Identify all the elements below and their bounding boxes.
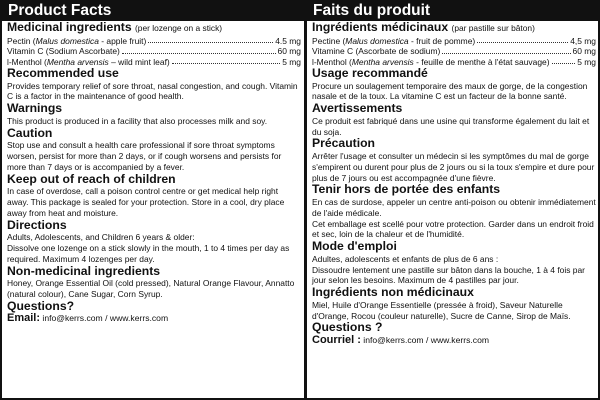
ingredient-name-rest: - apple fruit) <box>98 35 147 46</box>
ingredient-row <box>7 46 301 57</box>
medicinal-ingredients-sub-fr: (par pastille sur bâton) <box>451 23 535 33</box>
ingredient-latin: Malus domestica <box>35 35 99 46</box>
email-label-fr: Courriel : <box>312 334 361 346</box>
non-medicinal-text-fr: Miel, Huile d'Orange Essentielle (pressée à froid), Saveur Naturelle d'Orange, Rocou (couleur naturelle), Sucre de Canne, Sirop de Maïs. <box>312 299 571 321</box>
french-title: Faits du produit <box>307 2 600 21</box>
questions-heading: Questions? <box>7 298 75 313</box>
warnings-text-fr: Ce produit est fabriqué dans une usine qui transforme également du lait et du soja. <box>312 115 590 137</box>
caution-heading-fr: Précaution <box>312 136 375 151</box>
keep-out-text2-fr: Cet emballage est scellé pour votre protection. Garder dans un endroit froid et sec, loin de la chaleur et de l'humidité. <box>312 218 594 240</box>
caution-heading: Caution <box>7 125 53 140</box>
medicinal-ingredients-sub: (per lozenge on a stick) <box>135 23 223 33</box>
french-column <box>307 2 600 398</box>
questions-heading-fr: Questions ? <box>312 320 383 335</box>
ingredient-amount: 5 mg <box>577 56 596 67</box>
email-value: info@kerrs.com / www.kerrs.com <box>42 313 169 324</box>
ingredient-name: Pectine ( <box>312 35 346 46</box>
ingredient-amount: 60 mg <box>572 46 596 57</box>
english-column <box>2 2 305 398</box>
contact-line-fr <box>312 335 596 346</box>
directions-heading-fr: Mode d'emploi <box>312 239 397 254</box>
recommended-use-text: Provides temporary relief of sore throat, nasal congestion, and cough. Vitamin C is a factor in the maintenance of good health. <box>7 80 298 102</box>
ingredient-name-rest: – wild mint leaf) <box>108 56 170 67</box>
ingredient-amount: 60 mg <box>277 46 301 57</box>
warnings-text: This product is produced in a facility that also processes milk and soy. <box>7 115 268 126</box>
ingredient-latin: Mentha arvensis <box>46 56 109 67</box>
ingredient-row-fr <box>312 36 596 47</box>
leader-dots <box>148 36 273 44</box>
recommended-use-heading-fr: Usage recommandé <box>312 66 428 81</box>
contact-line <box>7 313 301 324</box>
keep-out-text: In case of overdose, call a poison control centre or get medical help right away. This package is sealed for your protection. Store in a cool, dry place away from heat and moisture. <box>7 186 285 218</box>
email-value-fr: info@kerrs.com / www.kerrs.com <box>363 335 490 345</box>
medicinal-ingredients-title-fr: Ingrédients médicinaux <box>312 20 449 34</box>
ingredient-name: l-Menthol ( <box>7 56 47 67</box>
leader-dots <box>172 57 281 65</box>
email-label: Email: <box>7 312 41 325</box>
caution-text-fr: Arrêter l'usage et consulter un médecin si les symptômes du mal de gorge s'empirent ou durent pour plus de 2 jours ou si la toux s'empire et dure pour plus de 7 jours ou est accompagnée d'une fièvre. <box>312 151 595 183</box>
ingredient-amount: 4.5 mg <box>275 35 301 46</box>
medicinal-ingredients-title: Medicinal ingredients <box>7 20 132 34</box>
ingredient-name: Vitamin C (Sodium Ascorbate) <box>7 46 120 57</box>
ingredient-name: Vitamine C (Ascorbate de sodium) <box>312 46 441 57</box>
leader-dots <box>442 46 570 54</box>
directions-heading: Directions <box>7 217 67 232</box>
ingredient-name: l-Menthol ( <box>312 56 352 67</box>
ingredient-name-rest: - fruit de pomme) <box>408 35 476 46</box>
leader-dots <box>122 46 276 54</box>
recommended-use-heading: Recommended use <box>7 66 119 81</box>
ingredient-latin: Malus domestica <box>345 35 409 46</box>
recommended-use-text-fr: Procure un soulagement temporaire des maux de gorge, de la congestion nasale et de la toux. La vitamine C est un facteur de la bonne santé. <box>312 80 588 102</box>
medicinal-ingredients-heading <box>7 21 301 36</box>
leader-dots <box>477 36 568 44</box>
leader-dots <box>552 57 576 65</box>
caution-text: Stop use and consult a health care professional if sore throat symptoms worsen, persist for more than 2 days, or if cough worsens and persists for more than 7 days or is accompanied by a fever. <box>7 140 282 172</box>
keep-out-heading: Keep out of reach of children <box>7 171 176 186</box>
non-medicinal-heading-fr: Ingrédients non médicinaux <box>312 285 474 300</box>
ingredient-latin: Mentha arvensis <box>351 56 414 67</box>
warnings-heading-fr: Avertissements <box>312 101 403 116</box>
keep-out-text-fr: En cas de surdose, appeler un centre anti-poison ou obtenir immédiatement de l'aide médicale. <box>312 197 596 218</box>
directions-audience-fr: Adultes, adolescents et enfants de plus de 6 ans : <box>312 253 499 264</box>
non-medicinal-heading: Non-medicinal ingredients <box>7 263 161 278</box>
directions-text-fr: Dissoudre lentement une pastille sur bâton dans la bouche, 1 à 4 fois par jour selon les besoins. Maximum de 4 pastilles par jour. <box>312 264 585 286</box>
ingredient-name-rest: - feuille de menthe à l'état sauvage) <box>413 56 550 67</box>
medicinal-ingredients-heading-fr <box>312 21 596 36</box>
directions-text: Dissolve one lozenge on a stick slowly in the mouth, 1 to 4 times per day as required. Maximum 4 lozenges per day. <box>7 243 290 264</box>
warnings-heading: Warnings <box>7 101 63 116</box>
keep-out-heading-fr: Tenir hors de portée des enfants <box>312 182 501 197</box>
english-title: Product Facts <box>2 2 305 21</box>
ingredient-name: Pectin ( <box>7 35 36 46</box>
non-medicinal-text: Honey, Orange Essential Oil (cold pressed), Natural Orange Flavour, Annatto (natural colour), Cane Sugar, Corn Syrup. <box>7 278 295 300</box>
ingredient-row-fr <box>312 46 596 57</box>
ingredient-amount: 5 mg <box>282 56 301 67</box>
directions-audience: Adults, Adolescents, and Children 6 years & older: <box>7 232 195 243</box>
ingredient-row <box>7 36 301 47</box>
ingredient-amount: 4,5 mg <box>570 35 596 46</box>
